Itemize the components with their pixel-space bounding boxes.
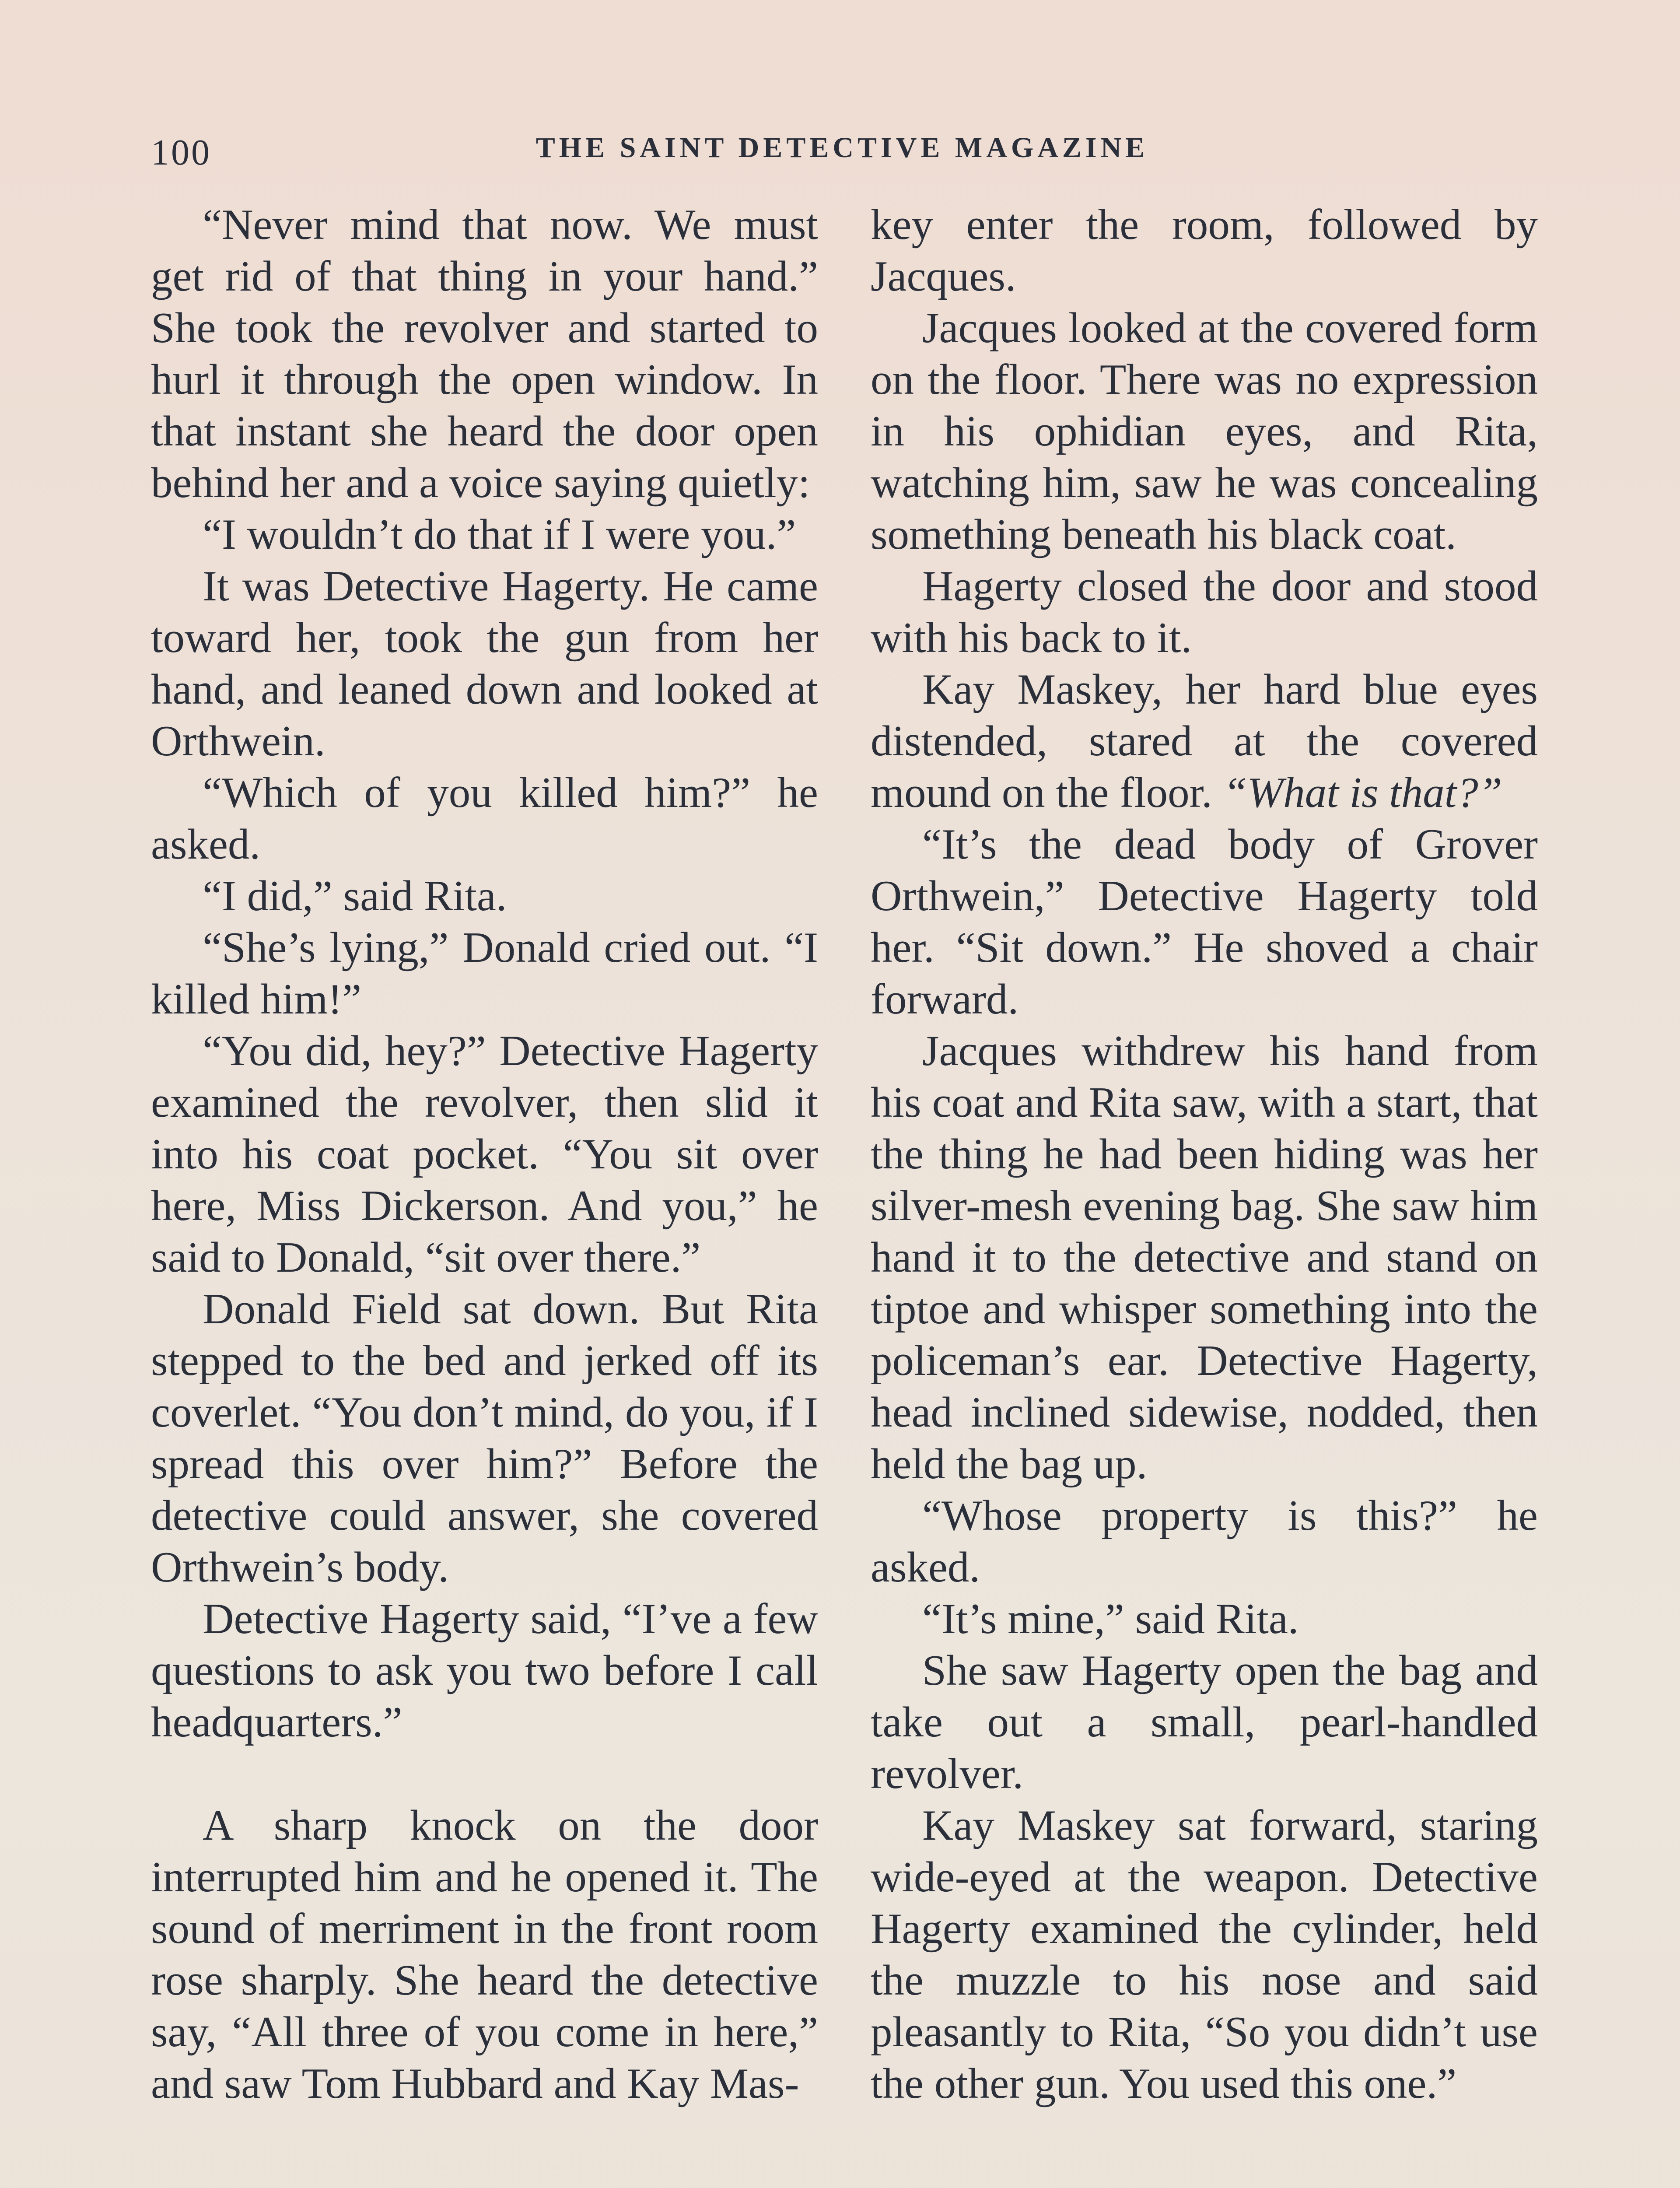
right-column	[871, 199, 1538, 2110]
left-column	[151, 199, 818, 2110]
paragraph: Donald Field sat down. But Rita stepped to the bed and jerked off its coverlet. “You don’t mind, do you, if I spread this over him?” Before the detective could answer, she covered Orthwein’s body.	[151, 1285, 818, 1591]
paragraph: Kay Maskey sat forward, staring wide-eyed at the weapon. Detective Hagerty examined the cylinder, held the muzzle to his nose and said pleasantly to Rita, “So you didn’t use the other gun. You used this one.”	[871, 1802, 1538, 2107]
running-head	[151, 131, 1533, 184]
paragraph: “Whose property is this?” he asked.	[871, 1492, 1538, 1591]
paragraph: It was Detective Hagerty. He came toward her, took the gun from her hand, and leaned down and looked at Orthwein.	[151, 562, 818, 765]
paragraph: Jacques withdrew his hand from his coat and Rita saw, with a start, that the thing he had been hiding was her silver-mesh evening bag. She saw him hand it to the detective and stand on tiptoe and whisper something into the policeman’s ear. Detective Hagerty, head inclined sidewise, nodded, then held the bag up.	[871, 1027, 1538, 1488]
paragraph: “You did, hey?” Detective Hagerty examined the revolver, then slid it into his coat pocket. “You sit over here, Miss Dickerson. And you,” he said to Donald, “sit over there.”	[151, 1027, 818, 1281]
paragraph: Jacques looked at the covered form on the floor. There was no expression in his ophidian eyes, and Rita, watching him, saw he was concealing something beneath his black coat.	[871, 304, 1538, 558]
paragraph: “Which of you killed him?” he asked.	[151, 769, 818, 868]
paragraph: “Never mind that now. We must get rid of that thing in your hand.” She took the revolver and started to hurl it through the open window. In that instant she heard the door open behind her and a voice saying quietly:	[151, 201, 818, 507]
italic-quote: “What is that?”	[1223, 769, 1502, 817]
paragraph-text: Kay Maskey, her hard blue eyes distended, stared at the covered mound on the floor.	[871, 666, 1538, 817]
paragraph: A sharp knock on the door interrupted him and he opened it. The sound of merriment in the front room rose sharply. She heard the detective say, “All three of you come in here,” and saw Tom Hubbard and Kay Mas-	[151, 1802, 818, 2107]
paragraph: “I wouldn’t do that if I were you.”	[203, 511, 796, 558]
paragraph-continued: key enter the room, followed by Jacques.	[871, 201, 1538, 300]
page-number: 100	[151, 132, 211, 173]
paragraph: “It’s the dead body of Grover Orthwein,” Detective Hagerty told her. “Sit down.” He shoved a chair forward.	[871, 820, 1538, 1023]
section-break	[151, 1748, 818, 1800]
paragraph: Hagerty closed the door and stood with his back to it.	[871, 562, 1538, 662]
paragraph: She saw Hagerty open the bag and take out a small, pearl-handled revolver.	[871, 1647, 1538, 1798]
paragraph: Detective Hagerty said, “I’ve a few questions to ask you two before I call headquarters.”	[151, 1595, 818, 1746]
magazine-title: THE SAINT DETECTIVE MAGAZINE	[536, 132, 1149, 164]
paragraph: “It’s mine,” said Rita.	[922, 1595, 1299, 1643]
paragraph: “She’s lying,” Donald cried out. “I killed him!”	[151, 924, 818, 1023]
paragraph: “I did,” said Rita.	[203, 872, 507, 920]
paragraph	[871, 664, 1538, 819]
